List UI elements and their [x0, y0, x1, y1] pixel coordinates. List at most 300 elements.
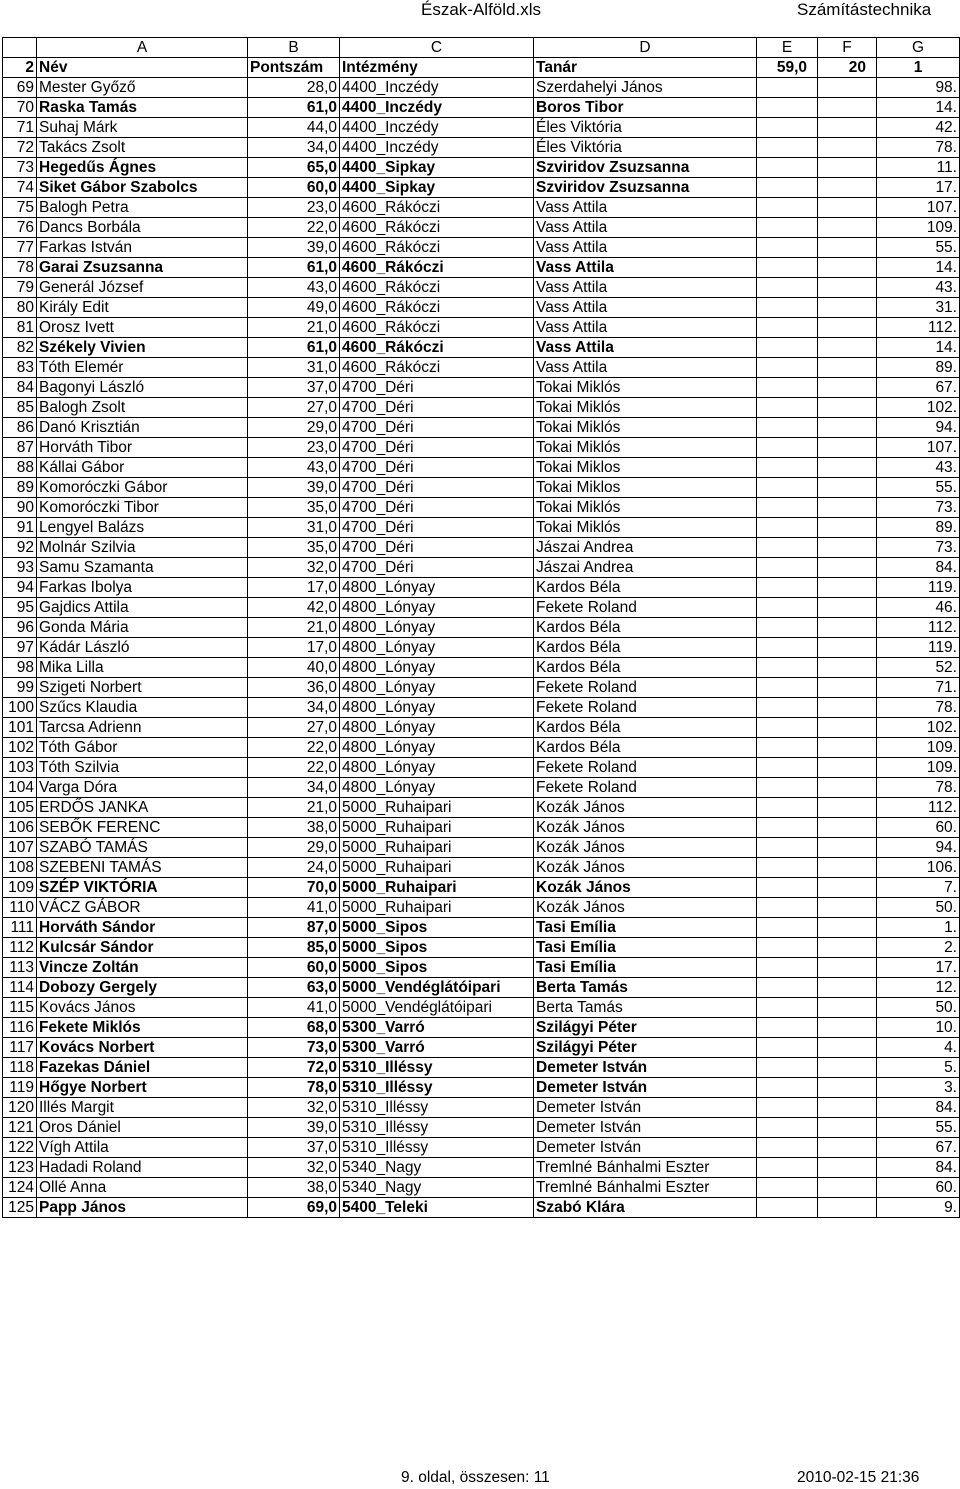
score-cell[interactable]: 35,0: [248, 538, 340, 558]
f-cell[interactable]: [818, 158, 877, 178]
score-cell[interactable]: 63,0: [248, 978, 340, 998]
name-cell[interactable]: Bagonyi László: [37, 378, 248, 398]
row-number[interactable]: 85: [3, 398, 37, 418]
name-cell[interactable]: Danó Krisztián: [37, 418, 248, 438]
score-cell[interactable]: 22,0: [248, 218, 340, 238]
f-cell[interactable]: [818, 818, 877, 838]
name-cell[interactable]: Tarcsa Adrienn: [37, 718, 248, 738]
school-cell[interactable]: 4800_Lónyay: [340, 578, 534, 598]
score-cell[interactable]: 60,0: [248, 958, 340, 978]
field-e-value[interactable]: 59,0: [757, 58, 818, 78]
teacher-cell[interactable]: Demeter István: [534, 1078, 757, 1098]
name-cell[interactable]: SZABÓ TAMÁS: [37, 838, 248, 858]
f-cell[interactable]: [818, 198, 877, 218]
e-cell[interactable]: [757, 238, 818, 258]
e-cell[interactable]: [757, 498, 818, 518]
row-number[interactable]: 113: [3, 958, 37, 978]
name-cell[interactable]: Papp János: [37, 1198, 248, 1218]
field-school-header[interactable]: Intézmény: [340, 58, 534, 78]
school-cell[interactable]: 5340_Nagy: [340, 1178, 534, 1198]
school-cell[interactable]: 4400_Inczédy: [340, 78, 534, 98]
f-cell[interactable]: [818, 438, 877, 458]
school-cell[interactable]: 4800_Lónyay: [340, 758, 534, 778]
name-cell[interactable]: Molnár Szilvia: [37, 538, 248, 558]
column-header-c[interactable]: C: [340, 38, 534, 58]
rank-cell[interactable]: 43.: [877, 278, 960, 298]
row-number[interactable]: 111: [3, 918, 37, 938]
row-number[interactable]: 86: [3, 418, 37, 438]
name-cell[interactable]: Komoróczki Tibor: [37, 498, 248, 518]
name-cell[interactable]: Ollé Anna: [37, 1178, 248, 1198]
e-cell[interactable]: [757, 658, 818, 678]
rank-cell[interactable]: 52.: [877, 658, 960, 678]
name-cell[interactable]: Varga Dóra: [37, 778, 248, 798]
row-number[interactable]: 82: [3, 338, 37, 358]
name-cell[interactable]: Illés Margit: [37, 1098, 248, 1118]
name-cell[interactable]: VÁCZ GÁBOR: [37, 898, 248, 918]
f-cell[interactable]: [818, 138, 877, 158]
row-number[interactable]: 74: [3, 178, 37, 198]
row-number[interactable]: 83: [3, 358, 37, 378]
name-cell[interactable]: Kovács Norbert: [37, 1038, 248, 1058]
teacher-cell[interactable]: Vass Attila: [534, 298, 757, 318]
name-cell[interactable]: Samu Szamanta: [37, 558, 248, 578]
score-cell[interactable]: 27,0: [248, 398, 340, 418]
teacher-cell[interactable]: Szabó Klára: [534, 1198, 757, 1218]
rank-cell[interactable]: 112.: [877, 618, 960, 638]
school-cell[interactable]: 4600_Rákóczi: [340, 318, 534, 338]
school-cell[interactable]: 5000_Sipos: [340, 918, 534, 938]
school-cell[interactable]: 4700_Déri: [340, 558, 534, 578]
rank-cell[interactable]: 98.: [877, 78, 960, 98]
row-number[interactable]: 104: [3, 778, 37, 798]
row-number[interactable]: 78: [3, 258, 37, 278]
teacher-cell[interactable]: Kardos Béla: [534, 718, 757, 738]
e-cell[interactable]: [757, 98, 818, 118]
school-cell[interactable]: 5310_Illéssy: [340, 1138, 534, 1158]
f-cell[interactable]: [818, 778, 877, 798]
e-cell[interactable]: [757, 298, 818, 318]
f-cell[interactable]: [818, 378, 877, 398]
score-cell[interactable]: 32,0: [248, 1098, 340, 1118]
name-cell[interactable]: Kállai Gábor: [37, 458, 248, 478]
row-number[interactable]: 98: [3, 658, 37, 678]
score-cell[interactable]: 31,0: [248, 358, 340, 378]
f-cell[interactable]: [818, 478, 877, 498]
rank-cell[interactable]: 42.: [877, 118, 960, 138]
row-number[interactable]: 77: [3, 238, 37, 258]
rank-cell[interactable]: 78.: [877, 138, 960, 158]
rank-cell[interactable]: 2.: [877, 938, 960, 958]
name-cell[interactable]: Gonda Mária: [37, 618, 248, 638]
school-cell[interactable]: 5000_Ruhaipari: [340, 878, 534, 898]
rank-cell[interactable]: 119.: [877, 638, 960, 658]
rank-cell[interactable]: 7.: [877, 878, 960, 898]
f-cell[interactable]: [818, 118, 877, 138]
name-cell[interactable]: Raska Tamás: [37, 98, 248, 118]
name-cell[interactable]: Kádár László: [37, 638, 248, 658]
school-cell[interactable]: 5000_Sipos: [340, 958, 534, 978]
name-cell[interactable]: SEBŐK FERENC: [37, 818, 248, 838]
row-number[interactable]: 120: [3, 1098, 37, 1118]
f-cell[interactable]: [818, 918, 877, 938]
teacher-cell[interactable]: Kardos Béla: [534, 638, 757, 658]
teacher-cell[interactable]: Szerdahelyi János: [534, 78, 757, 98]
teacher-cell[interactable]: Vass Attila: [534, 318, 757, 338]
rank-cell[interactable]: 4.: [877, 1038, 960, 1058]
e-cell[interactable]: [757, 618, 818, 638]
teacher-cell[interactable]: Tokai Miklós: [534, 518, 757, 538]
school-cell[interactable]: 5300_Varró: [340, 1018, 534, 1038]
score-cell[interactable]: 61,0: [248, 338, 340, 358]
name-cell[interactable]: Hadadi Roland: [37, 1158, 248, 1178]
f-cell[interactable]: [818, 1198, 877, 1218]
name-cell[interactable]: Suhaj Márk: [37, 118, 248, 138]
school-cell[interactable]: 5340_Nagy: [340, 1158, 534, 1178]
school-cell[interactable]: 5000_Sipos: [340, 938, 534, 958]
rank-cell[interactable]: 31.: [877, 298, 960, 318]
row-number[interactable]: 105: [3, 798, 37, 818]
row-number[interactable]: 90: [3, 498, 37, 518]
school-cell[interactable]: 4700_Déri: [340, 418, 534, 438]
row-number[interactable]: 119: [3, 1078, 37, 1098]
field-score-header[interactable]: Pontszám: [248, 58, 340, 78]
name-cell[interactable]: Generál József: [37, 278, 248, 298]
teacher-cell[interactable]: Jászai Andrea: [534, 558, 757, 578]
rank-cell[interactable]: 94.: [877, 418, 960, 438]
rank-cell[interactable]: 89.: [877, 358, 960, 378]
school-cell[interactable]: 5000_Ruhaipari: [340, 818, 534, 838]
e-cell[interactable]: [757, 858, 818, 878]
rank-cell[interactable]: 1.: [877, 918, 960, 938]
row-number[interactable]: 93: [3, 558, 37, 578]
row-number[interactable]: 100: [3, 698, 37, 718]
f-cell[interactable]: [818, 938, 877, 958]
score-cell[interactable]: 44,0: [248, 118, 340, 138]
row-number[interactable]: 2: [3, 58, 37, 78]
column-header-b[interactable]: B: [248, 38, 340, 58]
column-header-a[interactable]: A: [37, 38, 248, 58]
teacher-cell[interactable]: Vass Attila: [534, 238, 757, 258]
name-cell[interactable]: Kovács János: [37, 998, 248, 1018]
row-number[interactable]: 106: [3, 818, 37, 838]
e-cell[interactable]: [757, 1038, 818, 1058]
e-cell[interactable]: [757, 838, 818, 858]
f-cell[interactable]: [818, 578, 877, 598]
f-cell[interactable]: [818, 558, 877, 578]
f-cell[interactable]: [818, 78, 877, 98]
score-cell[interactable]: 42,0: [248, 598, 340, 618]
f-cell[interactable]: [818, 1118, 877, 1138]
f-cell[interactable]: [818, 398, 877, 418]
row-number[interactable]: 79: [3, 278, 37, 298]
name-cell[interactable]: Székely Vivien: [37, 338, 248, 358]
school-cell[interactable]: 4400_Sipkay: [340, 178, 534, 198]
teacher-cell[interactable]: Tasi Emília: [534, 958, 757, 978]
row-number[interactable]: 115: [3, 998, 37, 1018]
school-cell[interactable]: 5300_Varró: [340, 1038, 534, 1058]
rank-cell[interactable]: 71.: [877, 678, 960, 698]
name-cell[interactable]: Dancs Borbála: [37, 218, 248, 238]
teacher-cell[interactable]: Kozák János: [534, 838, 757, 858]
score-cell[interactable]: 32,0: [248, 1158, 340, 1178]
teacher-cell[interactable]: Fekete Roland: [534, 758, 757, 778]
e-cell[interactable]: [757, 1118, 818, 1138]
e-cell[interactable]: [757, 158, 818, 178]
name-cell[interactable]: Szűcs Klaudia: [37, 698, 248, 718]
row-number[interactable]: 107: [3, 838, 37, 858]
row-number[interactable]: 121: [3, 1118, 37, 1138]
name-cell[interactable]: Horváth Tibor: [37, 438, 248, 458]
teacher-cell[interactable]: Tokai Miklós: [534, 378, 757, 398]
name-cell[interactable]: Garai Zsuzsanna: [37, 258, 248, 278]
teacher-cell[interactable]: Vass Attila: [534, 218, 757, 238]
teacher-cell[interactable]: Tokai Miklós: [534, 498, 757, 518]
teacher-cell[interactable]: Tokai Miklós: [534, 418, 757, 438]
score-cell[interactable]: 85,0: [248, 938, 340, 958]
rank-cell[interactable]: 84.: [877, 1098, 960, 1118]
teacher-cell[interactable]: Vass Attila: [534, 358, 757, 378]
e-cell[interactable]: [757, 398, 818, 418]
teacher-cell[interactable]: Fekete Roland: [534, 598, 757, 618]
rank-cell[interactable]: 60.: [877, 1178, 960, 1198]
e-cell[interactable]: [757, 738, 818, 758]
school-cell[interactable]: 4800_Lónyay: [340, 598, 534, 618]
teacher-cell[interactable]: Kardos Béla: [534, 738, 757, 758]
score-cell[interactable]: 34,0: [248, 138, 340, 158]
score-cell[interactable]: 39,0: [248, 238, 340, 258]
row-number[interactable]: 114: [3, 978, 37, 998]
teacher-cell[interactable]: Kardos Béla: [534, 578, 757, 598]
f-cell[interactable]: [818, 418, 877, 438]
f-cell[interactable]: [818, 1098, 877, 1118]
school-cell[interactable]: 5000_Vendéglátóipari: [340, 998, 534, 1018]
teacher-cell[interactable]: Demeter István: [534, 1138, 757, 1158]
teacher-cell[interactable]: Tasi Emília: [534, 938, 757, 958]
score-cell[interactable]: 73,0: [248, 1038, 340, 1058]
f-cell[interactable]: [818, 758, 877, 778]
row-number[interactable]: 117: [3, 1038, 37, 1058]
rank-cell[interactable]: 106.: [877, 858, 960, 878]
e-cell[interactable]: [757, 558, 818, 578]
rank-cell[interactable]: 119.: [877, 578, 960, 598]
teacher-cell[interactable]: Vass Attila: [534, 338, 757, 358]
score-cell[interactable]: 21,0: [248, 798, 340, 818]
score-cell[interactable]: 70,0: [248, 878, 340, 898]
school-cell[interactable]: 5000_Ruhaipari: [340, 798, 534, 818]
score-cell[interactable]: 27,0: [248, 718, 340, 738]
name-cell[interactable]: Hőgye Norbert: [37, 1078, 248, 1098]
score-cell[interactable]: 29,0: [248, 838, 340, 858]
school-cell[interactable]: 4700_Déri: [340, 498, 534, 518]
e-cell[interactable]: [757, 318, 818, 338]
rank-cell[interactable]: 94.: [877, 838, 960, 858]
f-cell[interactable]: [818, 838, 877, 858]
teacher-cell[interactable]: Fekete Roland: [534, 678, 757, 698]
name-cell[interactable]: Fekete Miklós: [37, 1018, 248, 1038]
name-cell[interactable]: Komoróczki Gábor: [37, 478, 248, 498]
rank-cell[interactable]: 50.: [877, 998, 960, 1018]
rank-cell[interactable]: 67.: [877, 378, 960, 398]
score-cell[interactable]: 35,0: [248, 498, 340, 518]
rank-cell[interactable]: 109.: [877, 758, 960, 778]
rank-cell[interactable]: 67.: [877, 1138, 960, 1158]
e-cell[interactable]: [757, 818, 818, 838]
teacher-cell[interactable]: Vass Attila: [534, 198, 757, 218]
name-cell[interactable]: Fazekas Dániel: [37, 1058, 248, 1078]
e-cell[interactable]: [757, 358, 818, 378]
row-number[interactable]: 101: [3, 718, 37, 738]
row-number[interactable]: 87: [3, 438, 37, 458]
teacher-cell[interactable]: Demeter István: [534, 1058, 757, 1078]
column-header-e[interactable]: E: [757, 38, 818, 58]
school-cell[interactable]: 4800_Lónyay: [340, 658, 534, 678]
e-cell[interactable]: [757, 998, 818, 1018]
f-cell[interactable]: [818, 858, 877, 878]
e-cell[interactable]: [757, 1138, 818, 1158]
score-cell[interactable]: 29,0: [248, 418, 340, 438]
row-number[interactable]: 81: [3, 318, 37, 338]
school-cell[interactable]: 4700_Déri: [340, 458, 534, 478]
score-cell[interactable]: 39,0: [248, 1118, 340, 1138]
column-header-g[interactable]: G: [877, 38, 960, 58]
rank-cell[interactable]: 5.: [877, 1058, 960, 1078]
teacher-cell[interactable]: Tremlné Bánhalmi Eszter: [534, 1158, 757, 1178]
score-cell[interactable]: 31,0: [248, 518, 340, 538]
f-cell[interactable]: [818, 1058, 877, 1078]
name-cell[interactable]: Farkas Ibolya: [37, 578, 248, 598]
e-cell[interactable]: [757, 218, 818, 238]
field-teacher-header[interactable]: Tanár: [534, 58, 757, 78]
f-cell[interactable]: [818, 598, 877, 618]
teacher-cell[interactable]: Kozák János: [534, 798, 757, 818]
row-number[interactable]: 76: [3, 218, 37, 238]
name-cell[interactable]: Dobozy Gergely: [37, 978, 248, 998]
name-cell[interactable]: SZÉP VIKTÓRIA: [37, 878, 248, 898]
f-cell[interactable]: [818, 718, 877, 738]
score-cell[interactable]: 34,0: [248, 778, 340, 798]
school-cell[interactable]: 4600_Rákóczi: [340, 338, 534, 358]
school-cell[interactable]: 4400_Inczédy: [340, 138, 534, 158]
teacher-cell[interactable]: Tokai Miklós: [534, 398, 757, 418]
e-cell[interactable]: [757, 598, 818, 618]
school-cell[interactable]: 4600_Rákóczi: [340, 238, 534, 258]
score-cell[interactable]: 17,0: [248, 638, 340, 658]
score-cell[interactable]: 21,0: [248, 318, 340, 338]
e-cell[interactable]: [757, 918, 818, 938]
school-cell[interactable]: 4600_Rákóczi: [340, 298, 534, 318]
field-f-value[interactable]: 20: [818, 58, 877, 78]
rank-cell[interactable]: 14.: [877, 98, 960, 118]
f-cell[interactable]: [818, 338, 877, 358]
school-cell[interactable]: 4800_Lónyay: [340, 718, 534, 738]
row-number[interactable]: 122: [3, 1138, 37, 1158]
rank-cell[interactable]: 55.: [877, 238, 960, 258]
rank-cell[interactable]: 14.: [877, 338, 960, 358]
row-number[interactable]: 118: [3, 1058, 37, 1078]
name-cell[interactable]: Lengyel Balázs: [37, 518, 248, 538]
school-cell[interactable]: 5000_Ruhaipari: [340, 858, 534, 878]
column-header-d[interactable]: D: [534, 38, 757, 58]
school-cell[interactable]: 4800_Lónyay: [340, 638, 534, 658]
teacher-cell[interactable]: Tremlné Bánhalmi Eszter: [534, 1178, 757, 1198]
score-cell[interactable]: 41,0: [248, 898, 340, 918]
rank-cell[interactable]: 112.: [877, 318, 960, 338]
score-cell[interactable]: 69,0: [248, 1198, 340, 1218]
e-cell[interactable]: [757, 198, 818, 218]
teacher-cell[interactable]: Tokai Miklos: [534, 458, 757, 478]
teacher-cell[interactable]: Kozák János: [534, 818, 757, 838]
row-number[interactable]: 89: [3, 478, 37, 498]
school-cell[interactable]: 4400_Sipkay: [340, 158, 534, 178]
f-cell[interactable]: [818, 978, 877, 998]
e-cell[interactable]: [757, 118, 818, 138]
row-number[interactable]: 84: [3, 378, 37, 398]
f-cell[interactable]: [818, 1078, 877, 1098]
f-cell[interactable]: [818, 518, 877, 538]
f-cell[interactable]: [818, 658, 877, 678]
e-cell[interactable]: [757, 78, 818, 98]
score-cell[interactable]: 24,0: [248, 858, 340, 878]
row-number[interactable]: 103: [3, 758, 37, 778]
score-cell[interactable]: 21,0: [248, 618, 340, 638]
e-cell[interactable]: [757, 878, 818, 898]
school-cell[interactable]: 4800_Lónyay: [340, 738, 534, 758]
school-cell[interactable]: 4600_Rákóczi: [340, 358, 534, 378]
e-cell[interactable]: [757, 698, 818, 718]
school-cell[interactable]: 4800_Lónyay: [340, 698, 534, 718]
f-cell[interactable]: [818, 218, 877, 238]
score-cell[interactable]: 36,0: [248, 678, 340, 698]
rank-cell[interactable]: 17.: [877, 178, 960, 198]
score-cell[interactable]: 68,0: [248, 1018, 340, 1038]
teacher-cell[interactable]: Szilágyi Péter: [534, 1038, 757, 1058]
column-header-f[interactable]: F: [818, 38, 877, 58]
school-cell[interactable]: 4700_Déri: [340, 378, 534, 398]
score-cell[interactable]: 23,0: [248, 438, 340, 458]
rank-cell[interactable]: 73.: [877, 498, 960, 518]
score-cell[interactable]: 17,0: [248, 578, 340, 598]
e-cell[interactable]: [757, 518, 818, 538]
e-cell[interactable]: [757, 758, 818, 778]
f-cell[interactable]: [818, 958, 877, 978]
e-cell[interactable]: [757, 958, 818, 978]
e-cell[interactable]: [757, 1198, 818, 1218]
school-cell[interactable]: 4800_Lónyay: [340, 678, 534, 698]
name-cell[interactable]: Balogh Petra: [37, 198, 248, 218]
name-cell[interactable]: Tóth Gábor: [37, 738, 248, 758]
name-cell[interactable]: Vincze Zoltán: [37, 958, 248, 978]
field-name-header[interactable]: Név: [37, 58, 248, 78]
row-number[interactable]: 70: [3, 98, 37, 118]
score-cell[interactable]: 65,0: [248, 158, 340, 178]
row-number[interactable]: 108: [3, 858, 37, 878]
f-cell[interactable]: [818, 1178, 877, 1198]
teacher-cell[interactable]: Éles Viktória: [534, 138, 757, 158]
score-cell[interactable]: 32,0: [248, 558, 340, 578]
school-cell[interactable]: 4600_Rákóczi: [340, 218, 534, 238]
rank-cell[interactable]: 102.: [877, 398, 960, 418]
row-number[interactable]: 99: [3, 678, 37, 698]
name-cell[interactable]: Tóth Elemér: [37, 358, 248, 378]
teacher-cell[interactable]: Kardos Béla: [534, 658, 757, 678]
school-cell[interactable]: 5000_Ruhaipari: [340, 898, 534, 918]
f-cell[interactable]: [818, 878, 877, 898]
corner-cell[interactable]: [3, 38, 37, 58]
rank-cell[interactable]: 46.: [877, 598, 960, 618]
teacher-cell[interactable]: Kozák János: [534, 858, 757, 878]
name-cell[interactable]: Mester Győző: [37, 78, 248, 98]
